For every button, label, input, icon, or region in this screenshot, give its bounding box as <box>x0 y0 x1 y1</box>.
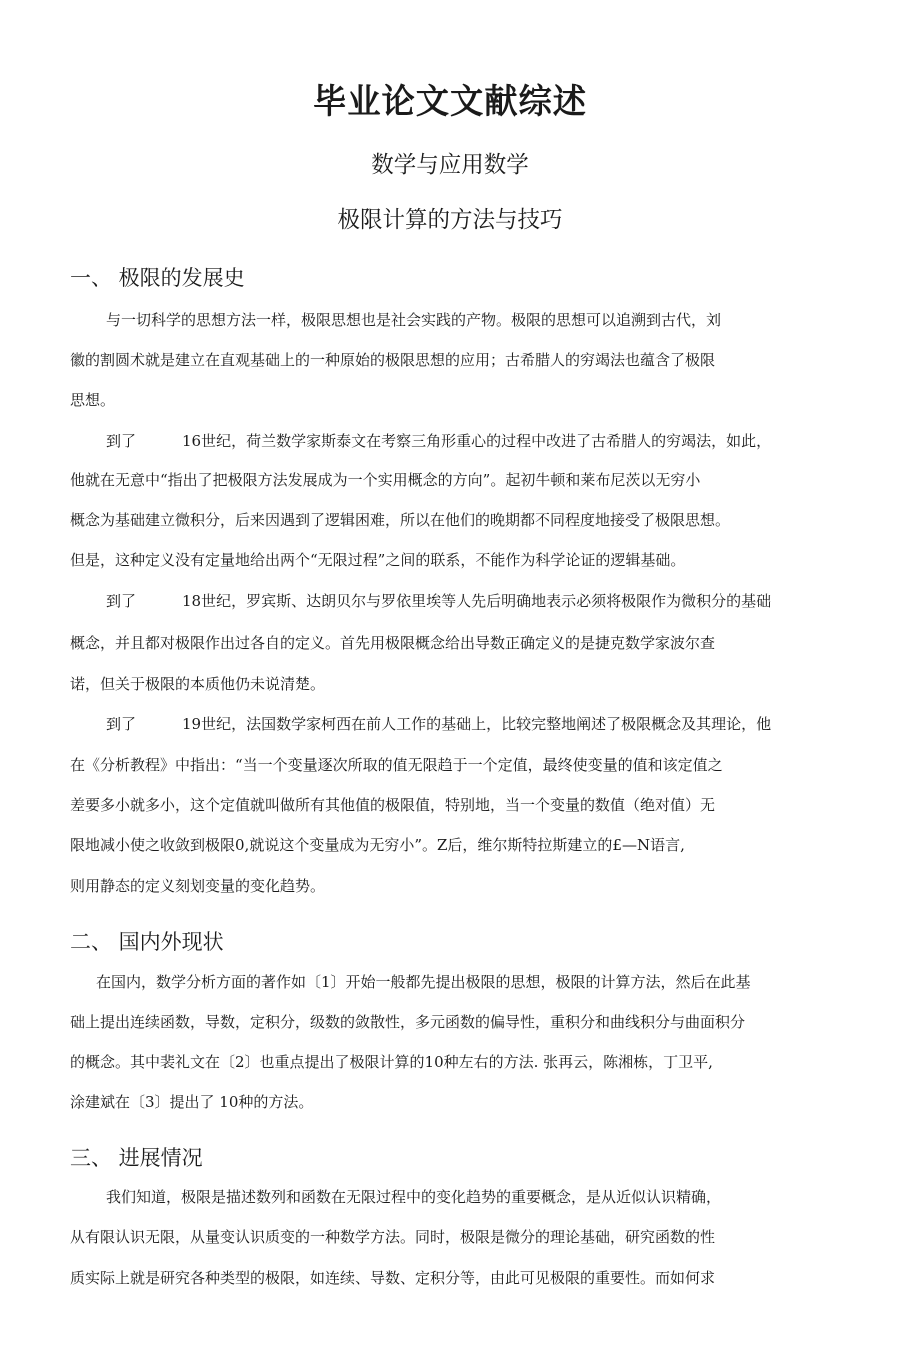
paragraph-text: 19世纪，法国数学家柯西在前人工作的基础上，比较完整地阐述了极限概念及其理论，他 <box>182 715 772 733</box>
paragraph-text: 18世纪，罗宾斯、达朗贝尔与罗依里埃等人先后明确地表示必须将极限作为微积分的基础 <box>182 592 772 610</box>
major-subtitle: 数学与应用数学 <box>371 152 529 178</box>
paragraph-line: 但是，这种定义没有定量地给出两个“无限过程”之间的联系，不能作为科学论证的逻辑基础。 <box>70 551 686 569</box>
topic-subtitle: 极限计算的方法与技巧 <box>337 207 563 233</box>
paragraph-line: 与一切科学的思想方法一样，极限思想也是社会实践的产物。极限的思想可以追溯到古代，刘 <box>106 311 722 329</box>
paragraph-line: 则用静态的定义刻划变量的变化趋势。 <box>70 877 326 895</box>
paragraph-line: 他就在无意中“指出了把极限方法发展成为一个实用概念的方向”。起初牛顿和莱布尼茨以无穷小 <box>70 471 701 489</box>
paragraph-line: 质实际上就是研究各种类型的极限，如连续、导数、定积分等，由此可见极限的重要性。而如何求 <box>70 1269 716 1287</box>
paragraph-line: 差要多小就多小，这个定值就叫做所有其他值的极限值，特别地，当一个变量的数值（绝对值）无 <box>70 796 716 814</box>
paragraph-line: 涂建斌在〔3〕提出了 10种的方法。 <box>70 1093 314 1111</box>
paragraph-line: 概念为基础建立微积分，后来因遇到了逻辑困难，所以在他们的晚期都不同程度地接受了极限思想。 <box>70 511 731 529</box>
paragraph-line: 概念，并且都对极限作出过各自的定义。首先用极限概念给出导数正确定义的是捷克数学家波尔查 <box>70 634 716 652</box>
paragraph-line <box>106 431 771 451</box>
document-title: 毕业论文文献综述 <box>313 82 587 122</box>
paragraph-line: 诺，但关于极限的本质他仍未说清楚。 <box>70 675 326 693</box>
paragraph-line <box>106 714 771 734</box>
paragraph-line: 我们知道，极限是描述数列和函数在无限过程中的变化趋势的重要概念，是从近似认识精确， <box>106 1188 722 1206</box>
paragraph-line: 徽的割圆术就是建立在直观基础上的一种原始的极限思想的应用；古希腊人的穷竭法也蕴含了极限 <box>70 351 716 369</box>
paragraph-line: 在国内，数学分析方面的著作如〔1〕开始一般都先提出极限的思想，极限的计算方法，然后在此基 <box>96 973 751 991</box>
paragraph-lead: 到了 <box>106 715 137 733</box>
paragraph-line: 从有限认识无限，从量变认识质变的一种数学方法。同时，极限是微分的理论基础，研究函数的性 <box>70 1228 716 1246</box>
section-3-heading: 三、 进展情况 <box>70 1146 203 1170</box>
paragraph-line: 的概念。其中裴礼文在〔2〕也重点提出了极限计算的10种左右的方法. 张再云，陈湘栋，丁卫平, <box>70 1053 713 1071</box>
paragraph-lead: 到了 <box>106 592 137 610</box>
paragraph-line: 思想。 <box>70 391 116 409</box>
paragraph-line <box>106 591 771 611</box>
section-1-heading: 一、 极限的发展史 <box>70 266 245 290</box>
paragraph-text: 16世纪，荷兰数学家斯泰文在考察三角形重心的过程中改进了古希腊人的穷竭法，如此， <box>182 432 772 450</box>
paragraph-line: 在《分析教程》中指出：“当一个变量逐次所取的值无限趋于一个定值，最终使变量的值和该定值之 <box>70 756 723 774</box>
section-2-heading: 二、 国内外现状 <box>70 930 224 954</box>
paragraph-line: 限地减小使之收敛到极限0,就说这个变量成为无穷小”。Z后，维尔斯特拉斯建立的£—N语言, <box>70 836 685 854</box>
paragraph-lead: 到了 <box>106 432 137 450</box>
paragraph-line: 础上提出连续函数，导数，定积分，级数的敛散性，多元函数的偏导性，重积分和曲线积分与曲面积分 <box>70 1013 746 1031</box>
